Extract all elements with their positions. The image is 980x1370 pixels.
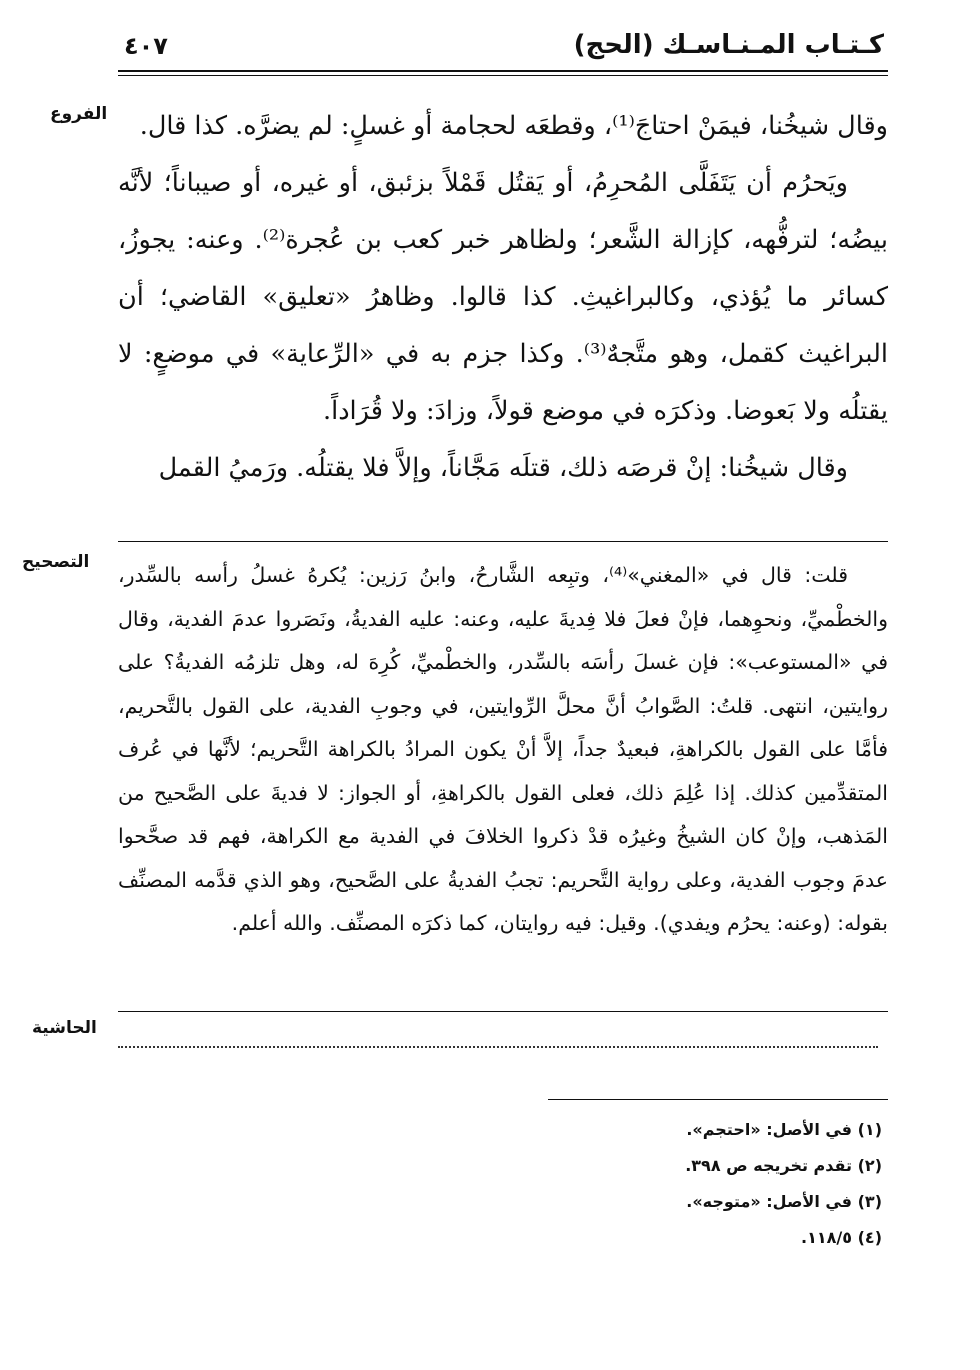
margin-label-hashiya: الحاشية bbox=[32, 1018, 97, 1038]
main-text bbox=[118, 98, 888, 497]
footnote-3: (٣) في الأصل: «متوجه». bbox=[686, 1192, 882, 1211]
footnote-2: (٢) تقدم تخريجه ص ٣٩٨. bbox=[685, 1156, 882, 1175]
header-rule bbox=[118, 70, 888, 72]
section-divider bbox=[118, 541, 888, 542]
page-number: ٤٠٧ bbox=[124, 32, 168, 60]
running-title: كـتـاب المـنـاسـك (الحج) bbox=[573, 30, 884, 60]
footnote-1: (١) في الأصل: «احتجم». bbox=[686, 1120, 882, 1139]
hashiya-dotted-line bbox=[118, 1046, 878, 1048]
margin-label-furu: الفروع bbox=[50, 104, 108, 124]
header-rule-thin bbox=[118, 75, 888, 76]
main-paragraph-1: وقال شيخُنا، فيمَنْ احتاجَ⁽¹⁾، وقطعَه لحجامة أو غسلٍ: لم يضرَّه. كذا قال. bbox=[139, 111, 888, 141]
page-header bbox=[118, 28, 888, 70]
main-paragraph-2: ويَحرُم أن يَتَفَلَّى المُحرِمُ، أو يَقتُل قَمْلاً بزئبق، أو غيره، أو صيباناً؛ لأنَّه بيضُه؛ لترفُّهه، كإزالة الشَّعر؛ ولظاهر خبر كعب بن عُجرة⁽²⁾. وعنه: يجوزُ، كسائر ما يُؤذي، وكالبراغيثِ. كذا قالوا. وظاهرُ «تعليق» القاضي؛ أن البراغيث كقمل، وهو متَّجهٌ⁽³⁾. وكذا جزم به في «الرِّعاية» في موضعٍ: لا يقتلُه ولا بَعوضا. وذكرَه في موضع قولاً، وزادَ: ولا قُرَاداً. bbox=[118, 168, 888, 426]
correction-text bbox=[118, 554, 888, 946]
footnote-4: (٤) ١١٨/٥. bbox=[801, 1228, 882, 1247]
margin-label-tashih: التصحيح bbox=[22, 552, 90, 572]
main-paragraph-3: وقال شيخُنا: إنْ قرصَه ذلك، قتلَه مَجَّاناً، وإلاَّ فلا يقتلُه. ورَميُ القمل bbox=[158, 453, 848, 483]
section-divider-2 bbox=[118, 1011, 888, 1012]
correction-paragraph: قلت: قال في «المغني»⁽⁴⁾، وتبِعه الشَّارحُ، وابنُ رَزين: يُكرهُ غسلُ رأسه بالسِّدر، والخطْميِّ، ونحوِهما، فإنْ فعلَ فلا فِديةَ عليه، وعنه: عليه الفديةُ، ونَصَروا عدمَ الفدية، وقال في «المستوعب»: فإن غسلَ رأسَه بالسِّدر، والخطْميِّ، كُرِهَ له، وهل تلزمُه الفديةُ؟ على روايتين، انتهى. قلتُ: الصَّوابُ أنَّ محلَّ الرِّوايتين، في وجوبِ الفدية، على القول بالتَّحريم، فأمَّا على القول بالكراهةِ، فبعيدٌ جداً، إلاَّ أنْ يكون المرادُ بالكراهة التَّحريم؛ لأنَّها في عُرف المتقدِّمين كذلك. إذا عُلِمَ ذلك، فعلى القول بالكراهةِ، أو الجواز: لا فديةَ على الصَّحيح من المَذهب، وإنْ كان الشيخُ وغيرُه قدْ ذكروا الخلافَ في الفدية مع الكراهة، فهم قد صحَّحوا عدمَ وجوب الفدية، وعلى رواية التَّحريم: تجبُ الفديةُ على الصَّحيح، وهو الذي قدَّمه المصنِّف بقوله: (وعنه: يحرُم ويفدي). وقيل: فيه روايتان، كما ذكرَه المصنِّف. والله أعلم. bbox=[118, 563, 888, 935]
footnote-rule bbox=[548, 1099, 888, 1100]
footnotes bbox=[500, 1112, 882, 1256]
